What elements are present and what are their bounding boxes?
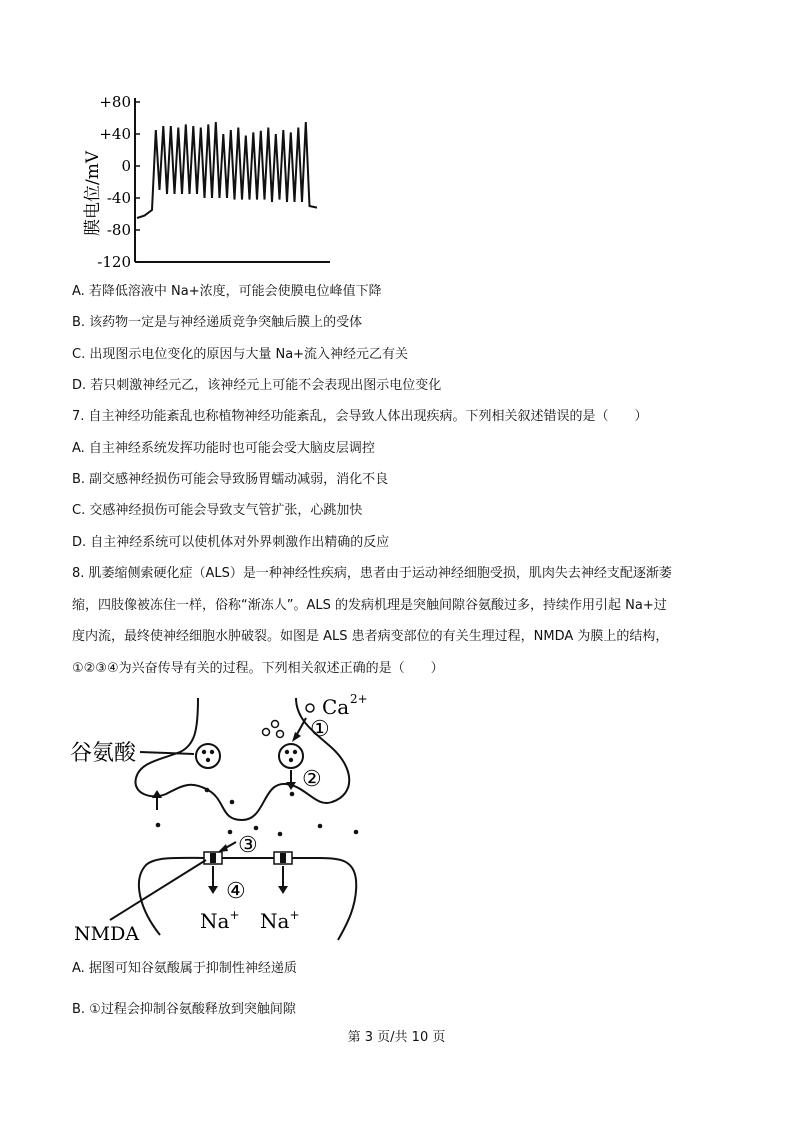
q8-stem-line: 8. 肌萎缩侧索硬化症（ALS）是一种神经性疾病，患者由于运动神经细胞受损，肌肉失去神经支配逐渐萎: [72, 566, 672, 581]
page-footer: 第 3 页/共 10 页: [347, 1030, 446, 1045]
q8-stem-line: ①②③④为兴奋传导有关的过程。下列相关叙述正确的是（ ）: [72, 660, 444, 676]
y-tick-label: 0: [121, 157, 131, 175]
q7-option-c: C. 交感神经损伤可能会导致支气管扩张，心跳加快: [72, 503, 363, 518]
step-3-label: ③: [238, 833, 258, 858]
y-tick-label: +80: [99, 93, 131, 111]
q8-stem-line: 缩，四肢像被冻住一样，俗称“渐冻人”。ALS 的发病机理是突触间隙谷氨酸过多，持续作用引起 Na+过: [72, 597, 667, 613]
vesicle: [196, 744, 220, 768]
y-tick-label: -40: [106, 189, 131, 207]
step-1-label: ①: [310, 717, 330, 742]
q7-option-d: D. 自主神经系统可以使机体对外界刺激作出精确的反应: [72, 535, 390, 550]
glutamate-pointer: [140, 752, 194, 754]
nmda-label: NMDA: [74, 923, 140, 945]
nmda-channel: [274, 852, 292, 864]
membrane-potential-chart: [80, 90, 340, 275]
q6-option-b: B. 该药物一定是与神经递质竞争突触后膜上的受体: [72, 315, 363, 330]
sodium-label: Na+: [200, 908, 240, 933]
calcium-arrow: [296, 718, 306, 736]
q8-option-a: A. 据图可知谷氨酸属于抑制性神经递质: [72, 961, 297, 976]
calcium-label: Ca: [322, 695, 350, 719]
y-tick-label: -120: [97, 253, 131, 271]
y-axis-label: 膜电位/mV: [83, 150, 103, 236]
q6-option-a: A. 若降低溶液中 Na+浓度，可能会使膜电位峰值下降: [72, 284, 382, 299]
step-2-label: ②: [302, 767, 322, 792]
synapse-diagram: [70, 690, 380, 950]
q6-option-c: C. 出现图示电位变化的原因与大量 Na+流入神经元乙有关: [72, 347, 409, 362]
q7-option-a: A. 自主神经系统发挥功能时也可能会受大脑皮层调控: [72, 441, 375, 456]
q7-stem: 7. 自主神经功能紊乱也称植物神经功能紊乱，会导致人体出现疾病。下列相关叙述错误的是（ ）: [72, 409, 648, 424]
q7-option-b: B. 副交感神经损伤可能会导致肠胃蠕动减弱，消化不良: [72, 472, 389, 487]
y-tick-label: -80: [106, 221, 131, 239]
q8-option-b: B. ①过程会抑制谷氨酸释放到突触间隙: [72, 1002, 296, 1017]
glutamate-label: 谷氨酸: [70, 741, 137, 766]
q8-stem-line: 度内流，最终使神经细胞水肿破裂。如图是 ALS 患者病变部位的有关生理过程，NMDA 为膜上的结构，: [72, 629, 669, 644]
nmda-pointer: [110, 860, 206, 920]
calcium-superscript: 2+: [350, 692, 368, 706]
step-4-label: ④: [226, 879, 246, 904]
vesicle: [279, 744, 303, 768]
q6-option-d: D. 若只刺激神经元乙，该神经元上可能不会表现出图示电位变化: [72, 378, 442, 393]
q8-stem: [72, 558, 724, 684]
y-tick-label: +40: [99, 125, 131, 143]
sodium-label: Na+: [260, 908, 300, 933]
nmda-channel: [204, 852, 222, 864]
potential-trace: [137, 122, 317, 218]
postsynaptic-membrane: [139, 858, 356, 940]
